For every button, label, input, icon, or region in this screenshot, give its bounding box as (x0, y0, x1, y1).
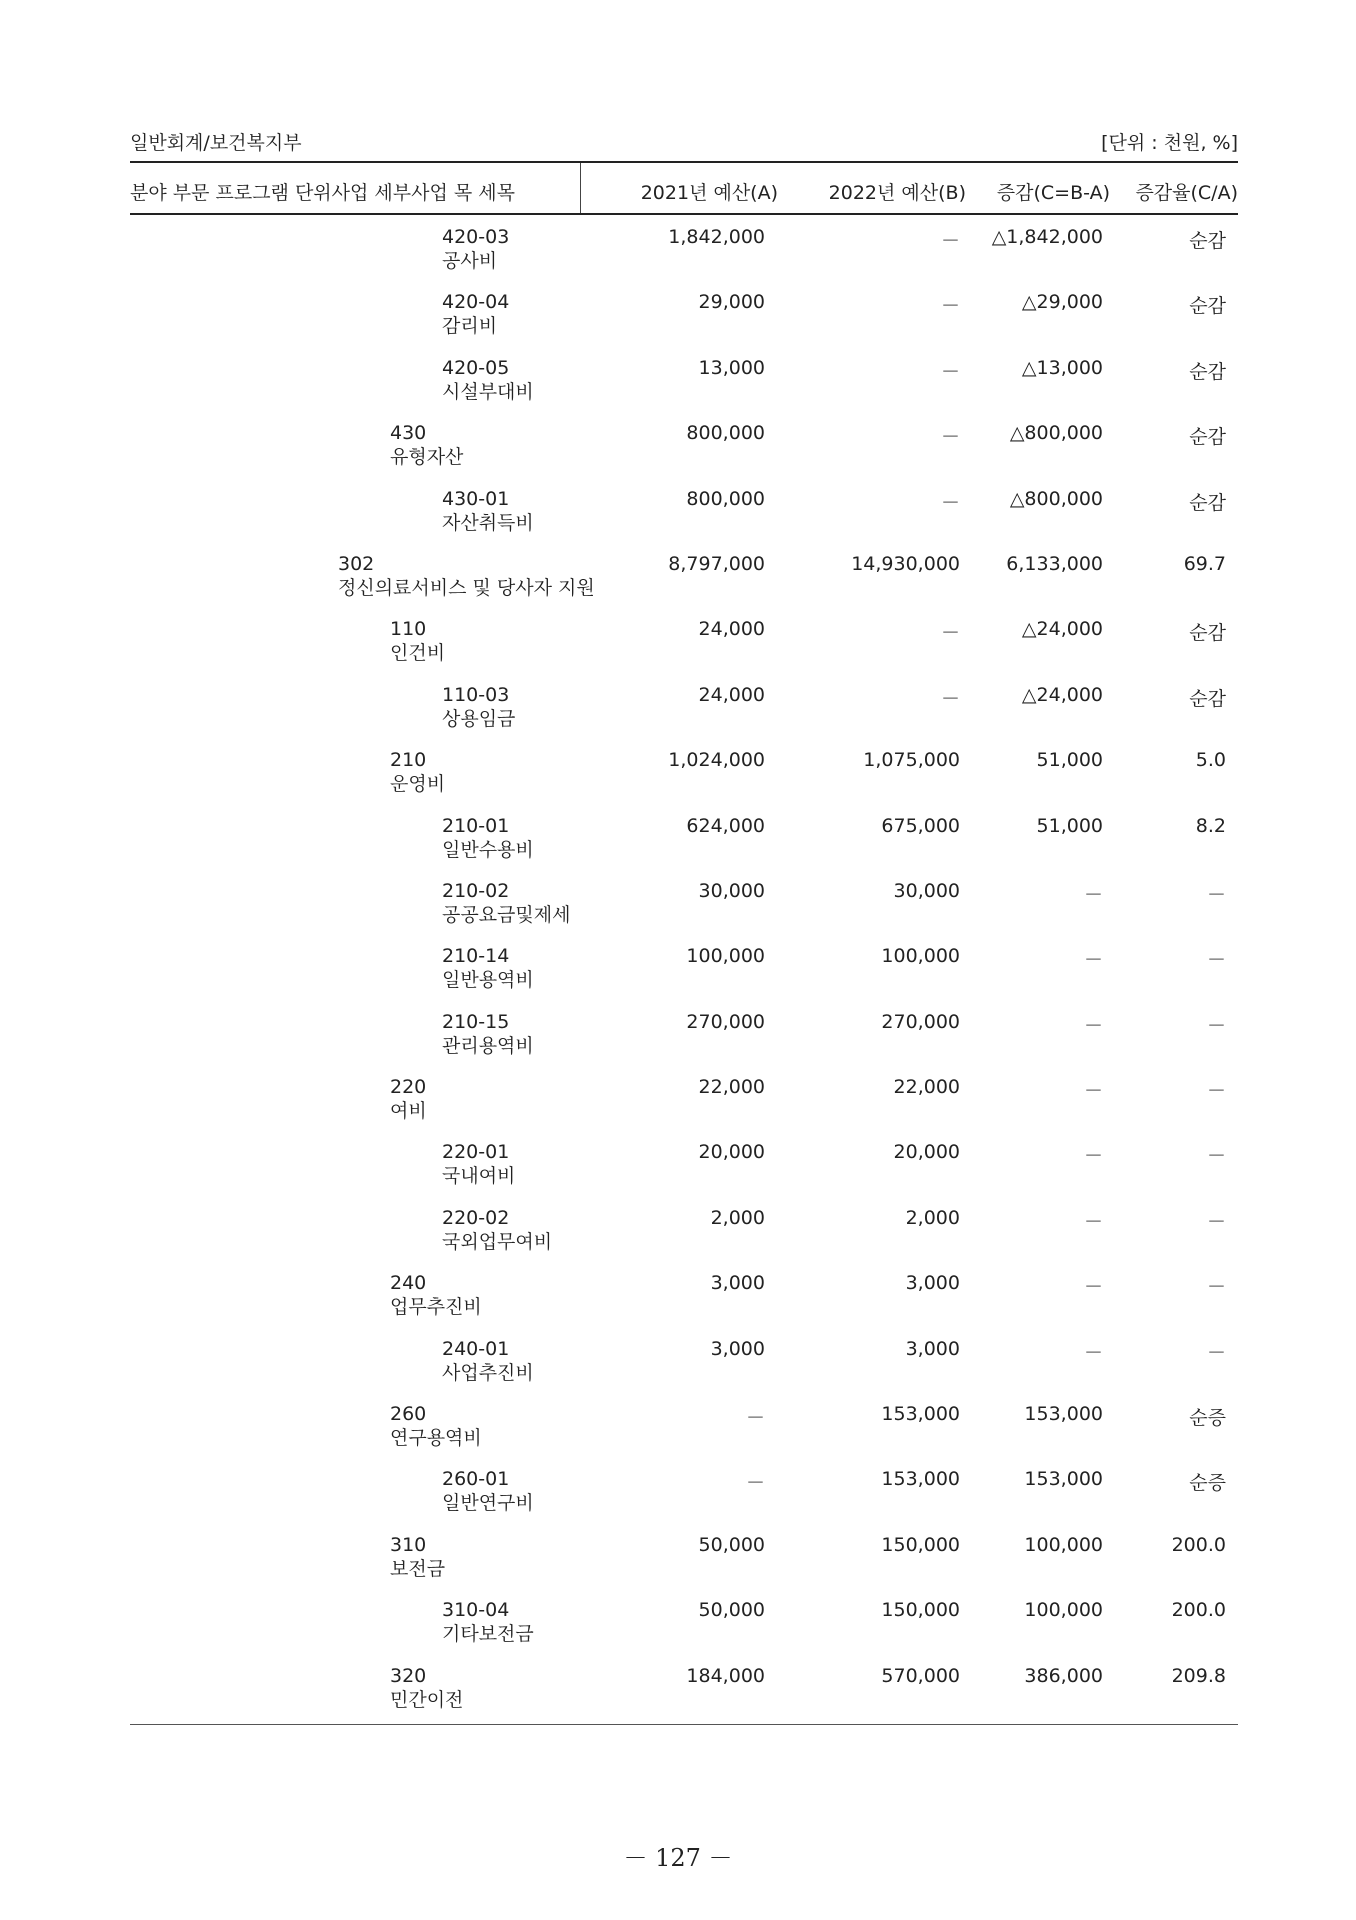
change-cell: － (1083, 1341, 1103, 1364)
header-change-rate: 증감율(C/A) (1135, 182, 1238, 204)
budget-2021-cell: 100,000 (686, 945, 765, 968)
item-name: 운영비 (390, 773, 446, 796)
table-row (130, 1011, 1238, 1076)
table-header-rule (130, 213, 1238, 215)
change-rate-cell: － (1206, 1276, 1226, 1299)
change-cell: 153,000 (1024, 1468, 1103, 1491)
change-cell: 51,000 (1036, 749, 1103, 772)
budget-2022-cell: － (940, 426, 960, 449)
item-name: 업무추진비 (390, 1296, 482, 1319)
budget-2022-cell: － (940, 295, 960, 318)
change-rate-cell: － (1206, 1341, 1226, 1364)
item-name: 일반연구비 (442, 1492, 534, 1515)
table-row (130, 1272, 1238, 1337)
item-name: 자산취득비 (442, 511, 534, 534)
item-name: 시설부대비 (442, 380, 534, 403)
item-code: 320 (390, 1664, 427, 1687)
table-row (130, 815, 1238, 880)
budget-2021-cell: 800,000 (686, 422, 765, 445)
budget-2021-cell: 20,000 (698, 1141, 765, 1164)
item-name: 감리비 (442, 315, 498, 338)
change-rate-cell: 200.0 (1171, 1599, 1226, 1622)
item-name: 국외업무여비 (442, 1230, 553, 1253)
budget-2022-cell: 20,000 (893, 1141, 960, 1164)
table-row (130, 945, 1238, 1010)
table-row (130, 1076, 1238, 1141)
item-name: 상용임금 (442, 707, 516, 730)
change-rate-cell: － (1206, 1210, 1226, 1233)
budget-2021-cell: 800,000 (686, 487, 765, 510)
change-rate-cell: － (1206, 1080, 1226, 1103)
item-name: 사업추진비 (442, 1361, 534, 1384)
change-rate-cell: － (1206, 883, 1226, 906)
budget-2021-cell: 22,000 (698, 1076, 765, 1099)
change-cell: △1,842,000 (991, 226, 1103, 248)
item-name: 일반수용비 (442, 838, 534, 861)
change-rate-cell: 200.0 (1171, 1533, 1226, 1556)
change-cell: － (1083, 883, 1103, 906)
budget-2022-cell: 22,000 (893, 1076, 960, 1099)
item-code: 302 (338, 552, 375, 575)
budget-2022-cell: － (940, 687, 960, 710)
item-code: 220-02 (442, 1206, 510, 1229)
budget-2021-cell: 29,000 (698, 291, 765, 314)
table-row (130, 1599, 1238, 1664)
table-row (130, 749, 1238, 814)
change-cell: △24,000 (1021, 683, 1103, 706)
budget-2021-cell: 1,024,000 (668, 749, 765, 772)
table-row (130, 1338, 1238, 1403)
header-budget-2022: 2022년 예산(B) (828, 182, 966, 204)
change-cell: △29,000 (1021, 291, 1103, 314)
item-code: 310 (390, 1533, 427, 1556)
item-code: 210 (390, 749, 427, 772)
budget-2022-cell: 153,000 (881, 1403, 960, 1426)
item-code: 420-03 (442, 226, 510, 248)
budget-2021-cell: 8,797,000 (668, 552, 765, 575)
header-category: 분야 부문 프로그램 단위사업 세부사업 목 세목 (130, 182, 515, 204)
change-rate-cell: 순감 (1189, 426, 1226, 449)
change-cell: △800,000 (1009, 422, 1103, 445)
budget-2022-cell: 675,000 (881, 814, 960, 837)
change-cell: △13,000 (1021, 356, 1103, 379)
budget-2022-cell: － (940, 360, 960, 383)
item-name: 공사비 (442, 250, 498, 272)
budget-2022-cell: 270,000 (881, 1010, 960, 1033)
item-code: 430 (390, 422, 427, 445)
item-name: 인건비 (390, 642, 446, 665)
change-cell: － (1083, 1014, 1103, 1037)
header-budget-2021: 2021년 예산(A) (640, 182, 778, 204)
table-row (130, 553, 1238, 618)
budget-2021-cell: 270,000 (686, 1010, 765, 1033)
budget-2022-cell: 153,000 (881, 1468, 960, 1491)
item-name: 관리용역비 (442, 1034, 534, 1057)
budget-2022-cell: 2,000 (905, 1206, 960, 1229)
budget-2021-cell: 2,000 (710, 1206, 765, 1229)
change-cell: 6,133,000 (1006, 552, 1103, 575)
change-rate-cell: － (1206, 949, 1226, 972)
budget-2021-cell: 13,000 (698, 356, 765, 379)
page-header (130, 128, 1238, 155)
page-number: － 127 － (623, 1844, 733, 1872)
table-row (130, 1665, 1238, 1730)
change-rate-cell: 순감 (1189, 687, 1226, 710)
budget-2021-cell: － (745, 1407, 765, 1430)
change-cell: 153,000 (1024, 1403, 1103, 1426)
change-rate-cell: 순감 (1189, 295, 1226, 318)
budget-2021-cell: － (745, 1472, 765, 1495)
item-code: 210-15 (442, 1010, 510, 1033)
table-row (130, 488, 1238, 553)
item-name: 유형자산 (390, 446, 464, 469)
budget-2021-cell: 3,000 (710, 1272, 765, 1295)
budget-2021-cell: 24,000 (698, 618, 765, 641)
item-code: 220-01 (442, 1141, 510, 1164)
budget-2022-cell: － (940, 230, 960, 252)
item-name: 민간이전 (390, 1688, 464, 1711)
budget-2021-cell: 50,000 (698, 1533, 765, 1556)
budget-2022-cell: 1,075,000 (863, 749, 960, 772)
table-row (130, 422, 1238, 487)
item-name: 공공요금및제세 (442, 903, 571, 926)
table-row (130, 880, 1238, 945)
change-rate-cell: 순감 (1189, 622, 1226, 645)
unit-label: [단위 : 천원, %] (1101, 132, 1238, 154)
budget-2022-cell: 100,000 (881, 945, 960, 968)
table-row (130, 291, 1238, 356)
change-rate-cell: 순감 (1189, 491, 1226, 514)
change-rate-cell: 5.0 (1195, 749, 1226, 772)
item-code: 110-03 (442, 683, 510, 706)
item-name: 여비 (390, 1100, 427, 1123)
item-code: 260 (390, 1403, 427, 1426)
item-code: 240 (390, 1272, 427, 1295)
change-rate-cell: 209.8 (1171, 1664, 1226, 1687)
change-rate-cell: － (1206, 1145, 1226, 1168)
change-rate-cell: 순증 (1189, 1407, 1226, 1430)
item-code: 110 (390, 618, 427, 641)
item-code: 430-01 (442, 487, 510, 510)
change-rate-cell: 8.2 (1195, 814, 1226, 837)
budget-table-body (130, 226, 1238, 1730)
change-cell: － (1083, 949, 1103, 972)
budget-2021-cell: 30,000 (698, 879, 765, 902)
document-section-title: 일반회계/보건복지부 (130, 132, 302, 154)
table-row (130, 1468, 1238, 1533)
item-code: 260-01 (442, 1468, 510, 1491)
budget-2021-cell: 50,000 (698, 1599, 765, 1622)
change-cell: △800,000 (1009, 487, 1103, 510)
change-cell: － (1083, 1210, 1103, 1233)
item-code: 420-05 (442, 356, 510, 379)
item-code: 210-02 (442, 879, 510, 902)
item-name: 보전금 (390, 1557, 446, 1580)
change-rate-cell: － (1206, 1014, 1226, 1037)
table-row (130, 1141, 1238, 1206)
change-rate-cell: 순증 (1189, 1472, 1226, 1495)
budget-2022-cell: 570,000 (881, 1664, 960, 1687)
change-cell: － (1083, 1276, 1103, 1299)
item-name: 연구용역비 (390, 1427, 482, 1450)
table-row (130, 226, 1238, 291)
table-row (130, 684, 1238, 749)
budget-2022-cell: 150,000 (881, 1533, 960, 1556)
budget-2021-cell: 1,842,000 (668, 226, 765, 248)
table-row (130, 1207, 1238, 1272)
item-code: 220 (390, 1076, 427, 1099)
item-code: 310-04 (442, 1599, 510, 1622)
item-name: 기타보전금 (442, 1623, 534, 1646)
budget-2022-cell: 14,930,000 (851, 552, 960, 575)
table-bottom-rule (130, 1724, 1238, 1725)
item-code: 210-01 (442, 814, 510, 837)
change-cell: － (1083, 1145, 1103, 1168)
budget-2022-cell: 30,000 (893, 879, 960, 902)
change-cell: △24,000 (1021, 618, 1103, 641)
header-change: 증감(C=B-A) (996, 182, 1110, 204)
change-rate-cell: 순감 (1189, 230, 1226, 252)
budget-2022-cell: － (940, 622, 960, 645)
item-code: 240-01 (442, 1337, 510, 1360)
table-header (130, 163, 1238, 213)
change-cell: 100,000 (1024, 1599, 1103, 1622)
table-row (130, 1403, 1238, 1468)
item-name: 정신의료서비스 및 당사자 지원 (338, 576, 595, 599)
table-row (130, 618, 1238, 683)
budget-2021-cell: 24,000 (698, 683, 765, 706)
budget-2021-cell: 184,000 (686, 1664, 765, 1687)
table-row (130, 1534, 1238, 1599)
item-name: 일반용역비 (442, 969, 534, 992)
item-code: 420-04 (442, 291, 510, 314)
change-rate-cell: 순감 (1189, 360, 1226, 383)
budget-2021-cell: 3,000 (710, 1337, 765, 1360)
budget-2022-cell: 3,000 (905, 1337, 960, 1360)
change-cell: － (1083, 1080, 1103, 1103)
table-row (130, 357, 1238, 422)
header-divider (580, 163, 581, 213)
budget-2022-cell: 150,000 (881, 1599, 960, 1622)
change-cell: 386,000 (1024, 1664, 1103, 1687)
change-cell: 100,000 (1024, 1533, 1103, 1556)
item-code: 210-14 (442, 945, 510, 968)
budget-2022-cell: 3,000 (905, 1272, 960, 1295)
item-name: 국내여비 (442, 1165, 516, 1188)
change-rate-cell: 69.7 (1183, 552, 1226, 575)
budget-2022-cell: － (940, 491, 960, 514)
budget-2021-cell: 624,000 (686, 814, 765, 837)
change-cell: 51,000 (1036, 814, 1103, 837)
